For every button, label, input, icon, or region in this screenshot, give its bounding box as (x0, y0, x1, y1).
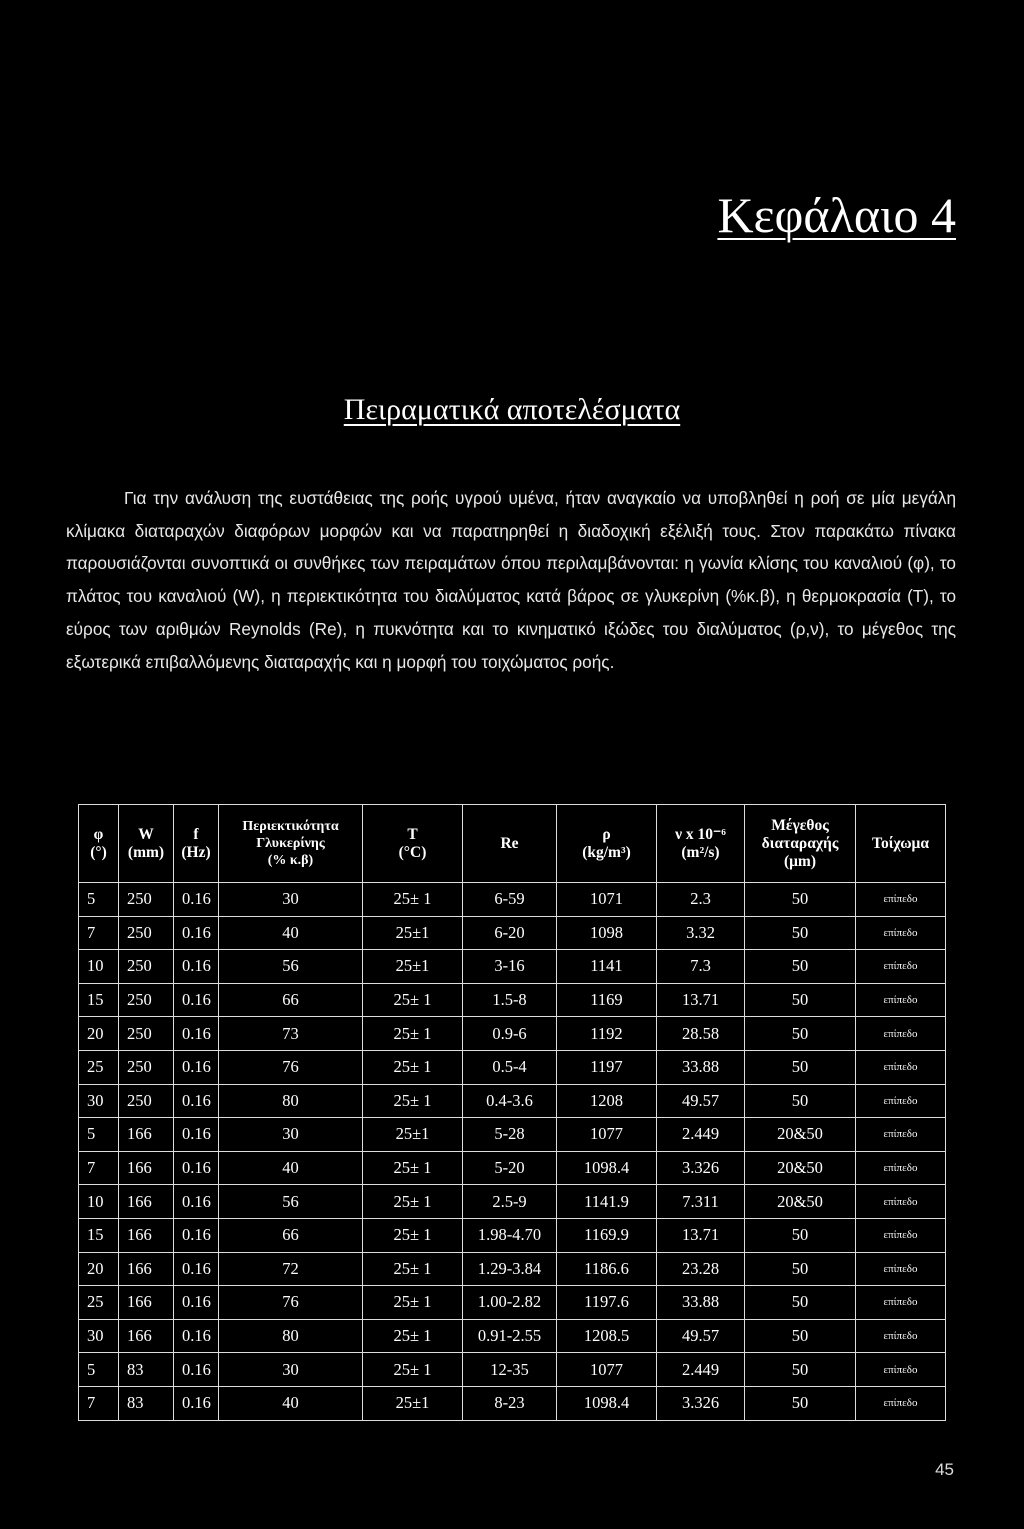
cell-phi: 10 (79, 1185, 119, 1219)
cell-temperature: 25± 1 (363, 1286, 463, 1320)
cell-density: 1186.6 (557, 1252, 657, 1286)
cell-temperature: 25±1 (363, 1118, 463, 1152)
cell-wall: επίπεδο (856, 1151, 946, 1185)
cell-f: 0.16 (174, 1185, 219, 1219)
cell-disturbance-size: 50 (745, 1017, 856, 1051)
cell-viscosity: 2.449 (657, 1353, 745, 1387)
cell-phi: 7 (79, 916, 119, 950)
cell-phi: 30 (79, 1084, 119, 1118)
cell-re: 2.5-9 (463, 1185, 557, 1219)
cell-f: 0.16 (174, 983, 219, 1017)
cell-wall: επίπεδο (856, 883, 946, 917)
table-row (79, 1386, 946, 1420)
cell-glycerin: 76 (219, 1286, 363, 1320)
cell-viscosity: 49.57 (657, 1319, 745, 1353)
cell-wall: επίπεδο (856, 1286, 946, 1320)
cell-w: 166 (119, 1151, 174, 1185)
cell-f: 0.16 (174, 1353, 219, 1387)
experiment-conditions-table (78, 804, 946, 1421)
cell-density: 1077 (557, 1353, 657, 1387)
header-disturbance-size: Μέγεθος διαταραχής (μm) (745, 805, 856, 883)
cell-disturbance-size: 20&50 (745, 1185, 856, 1219)
cell-disturbance-size: 50 (745, 950, 856, 984)
table-row (79, 1319, 946, 1353)
cell-glycerin: 40 (219, 916, 363, 950)
cell-w: 83 (119, 1386, 174, 1420)
cell-w: 250 (119, 916, 174, 950)
cell-temperature: 25± 1 (363, 1252, 463, 1286)
cell-f: 0.16 (174, 1252, 219, 1286)
cell-temperature: 25± 1 (363, 1017, 463, 1051)
cell-temperature: 25± 1 (363, 1319, 463, 1353)
cell-re: 1.00-2.82 (463, 1286, 557, 1320)
table-header-row (79, 805, 946, 883)
cell-w: 250 (119, 1050, 174, 1084)
cell-temperature: 25±1 (363, 916, 463, 950)
cell-wall: επίπεδο (856, 1050, 946, 1084)
cell-phi: 30 (79, 1319, 119, 1353)
cell-density: 1077 (557, 1118, 657, 1152)
cell-density: 1197.6 (557, 1286, 657, 1320)
cell-re: 1.29-3.84 (463, 1252, 557, 1286)
cell-f: 0.16 (174, 1319, 219, 1353)
cell-phi: 5 (79, 1118, 119, 1152)
table-row (79, 1084, 946, 1118)
cell-viscosity: 13.71 (657, 983, 745, 1017)
cell-disturbance-size: 50 (745, 1286, 856, 1320)
cell-f: 0.16 (174, 1386, 219, 1420)
cell-disturbance-size: 50 (745, 1386, 856, 1420)
cell-w: 83 (119, 1353, 174, 1387)
cell-density: 1098 (557, 916, 657, 950)
cell-re: 3-16 (463, 950, 557, 984)
table-row (79, 883, 946, 917)
chapter-title: Κεφάλαιο 4 (717, 187, 956, 243)
cell-disturbance-size: 20&50 (745, 1118, 856, 1152)
table-row (79, 1252, 946, 1286)
cell-w: 250 (119, 1084, 174, 1118)
cell-wall: επίπεδο (856, 1017, 946, 1051)
cell-w: 166 (119, 1319, 174, 1353)
header-w: W (mm) (119, 805, 174, 883)
section-title: Πειραματικά αποτελέσματα (343, 393, 681, 426)
header-temperature: T (°C) (363, 805, 463, 883)
table-row (79, 983, 946, 1017)
header-re: Re (463, 805, 557, 883)
cell-re: 6-59 (463, 883, 557, 917)
cell-f: 0.16 (174, 1017, 219, 1051)
table-row (79, 1118, 946, 1152)
cell-temperature: 25± 1 (363, 1353, 463, 1387)
cell-phi: 7 (79, 1386, 119, 1420)
cell-f: 0.16 (174, 1118, 219, 1152)
cell-w: 250 (119, 983, 174, 1017)
cell-w: 166 (119, 1252, 174, 1286)
cell-temperature: 25± 1 (363, 1218, 463, 1252)
cell-density: 1197 (557, 1050, 657, 1084)
cell-phi: 25 (79, 1050, 119, 1084)
cell-phi: 20 (79, 1017, 119, 1051)
cell-re: 8-23 (463, 1386, 557, 1420)
cell-wall: επίπεδο (856, 1118, 946, 1152)
cell-f: 0.16 (174, 1084, 219, 1118)
cell-phi: 5 (79, 883, 119, 917)
cell-glycerin: 76 (219, 1050, 363, 1084)
cell-re: 0.9-6 (463, 1017, 557, 1051)
cell-density: 1098.4 (557, 1386, 657, 1420)
cell-glycerin: 80 (219, 1084, 363, 1118)
cell-wall: επίπεδο (856, 1185, 946, 1219)
cell-temperature: 25± 1 (363, 983, 463, 1017)
cell-glycerin: 30 (219, 1118, 363, 1152)
cell-density: 1208.5 (557, 1319, 657, 1353)
cell-disturbance-size: 20&50 (745, 1151, 856, 1185)
cell-glycerin: 66 (219, 1218, 363, 1252)
cell-phi: 15 (79, 1218, 119, 1252)
cell-disturbance-size: 50 (745, 1353, 856, 1387)
table-row (79, 1353, 946, 1387)
cell-re: 0.91-2.55 (463, 1319, 557, 1353)
cell-viscosity: 2.449 (657, 1118, 745, 1152)
cell-re: 5-20 (463, 1151, 557, 1185)
cell-disturbance-size: 50 (745, 983, 856, 1017)
cell-viscosity: 28.58 (657, 1017, 745, 1051)
cell-w: 166 (119, 1218, 174, 1252)
cell-phi: 15 (79, 983, 119, 1017)
cell-re: 5-28 (463, 1118, 557, 1152)
cell-glycerin: 56 (219, 950, 363, 984)
cell-wall: επίπεδο (856, 1252, 946, 1286)
page-number: 45 (935, 1460, 954, 1479)
cell-f: 0.16 (174, 1050, 219, 1084)
cell-glycerin: 72 (219, 1252, 363, 1286)
cell-viscosity: 7.3 (657, 950, 745, 984)
cell-w: 250 (119, 1017, 174, 1051)
cell-viscosity: 49.57 (657, 1084, 745, 1118)
cell-f: 0.16 (174, 1286, 219, 1320)
cell-density: 1208 (557, 1084, 657, 1118)
table-row (79, 1050, 946, 1084)
cell-wall: επίπεδο (856, 1319, 946, 1353)
cell-f: 0.16 (174, 883, 219, 917)
header-viscosity: ν x 10⁻⁶ (m²/s) (657, 805, 745, 883)
cell-w: 250 (119, 950, 174, 984)
cell-temperature: 25±1 (363, 950, 463, 984)
cell-viscosity: 2.3 (657, 883, 745, 917)
table-row (79, 1151, 946, 1185)
cell-density: 1098.4 (557, 1151, 657, 1185)
table-row (79, 1017, 946, 1051)
cell-w: 250 (119, 883, 174, 917)
cell-disturbance-size: 50 (745, 1319, 856, 1353)
cell-temperature: 25± 1 (363, 1185, 463, 1219)
cell-temperature: 25± 1 (363, 1050, 463, 1084)
cell-viscosity: 7.311 (657, 1185, 745, 1219)
cell-re: 0.5-4 (463, 1050, 557, 1084)
header-f: f (Hz) (174, 805, 219, 883)
cell-w: 166 (119, 1185, 174, 1219)
table-row (79, 1286, 946, 1320)
header-wall: Τοίχωμα (856, 805, 946, 883)
cell-wall: επίπεδο (856, 983, 946, 1017)
cell-w: 166 (119, 1286, 174, 1320)
cell-disturbance-size: 50 (745, 1218, 856, 1252)
cell-disturbance-size: 50 (745, 883, 856, 917)
cell-disturbance-size: 50 (745, 1084, 856, 1118)
cell-disturbance-size: 50 (745, 1050, 856, 1084)
cell-f: 0.16 (174, 916, 219, 950)
cell-re: 12-35 (463, 1353, 557, 1387)
table-row (79, 1218, 946, 1252)
cell-viscosity: 23.28 (657, 1252, 745, 1286)
table-row (79, 1185, 946, 1219)
cell-viscosity: 13.71 (657, 1218, 745, 1252)
cell-re: 6-20 (463, 916, 557, 950)
cell-wall: επίπεδο (856, 1218, 946, 1252)
cell-temperature: 25± 1 (363, 1084, 463, 1118)
cell-re: 1.98-4.70 (463, 1218, 557, 1252)
cell-glycerin: 30 (219, 883, 363, 917)
cell-w: 166 (119, 1118, 174, 1152)
table-row (79, 916, 946, 950)
cell-glycerin: 40 (219, 1386, 363, 1420)
cell-disturbance-size: 50 (745, 916, 856, 950)
cell-wall: επίπεδο (856, 950, 946, 984)
cell-temperature: 25± 1 (363, 883, 463, 917)
cell-phi: 7 (79, 1151, 119, 1185)
cell-phi: 5 (79, 1353, 119, 1387)
cell-glycerin: 73 (219, 1017, 363, 1051)
cell-glycerin: 30 (219, 1353, 363, 1387)
cell-wall: επίπεδο (856, 916, 946, 950)
header-phi: φ (°) (79, 805, 119, 883)
cell-phi: 10 (79, 950, 119, 984)
cell-density: 1192 (557, 1017, 657, 1051)
cell-glycerin: 80 (219, 1319, 363, 1353)
table-row (79, 950, 946, 984)
cell-viscosity: 33.88 (657, 1050, 745, 1084)
cell-density: 1141.9 (557, 1185, 657, 1219)
intro-paragraph: Για την ανάλυση της ευστάθειας της ροής υγρού υμένα, ήταν αναγκαίο να υποβληθεί η ροή σε μία μεγάλη κλίμακα διαταραχών διαφόρων μορφών και να παρατηρηθεί η διαδοχική εξέλιξή τους. Στον παρακάτω πίνακα παρουσιάζονται συνοπτικά οι συνθήκες των πειραμάτων όπου περιλαμβάνονται: η γωνία κλίσης του καναλιού (φ), το πλάτος του καναλιού (W), η περιεκτικότητα του διαλύματος κατά βάρος σε γλυκερίνη (%κ.β), η θερμοκρασία (T), το εύρος των αριθμών Reynolds (Re), η πυκνότητα και το κινηματικό ιξώδες του διαλύματος (ρ,ν), το μέγεθος της εξωτερικά επιβαλλόμενης διαταραχής και η μορφή του τοιχώματος ροής. (66, 488, 956, 672)
cell-f: 0.16 (174, 1218, 219, 1252)
cell-phi: 25 (79, 1286, 119, 1320)
cell-wall: επίπεδο (856, 1386, 946, 1420)
header-glycerin: Περιεκτικότητα Γλυκερίνης (% κ.β) (219, 805, 363, 883)
cell-viscosity: 3.326 (657, 1151, 745, 1185)
cell-density: 1169 (557, 983, 657, 1017)
cell-viscosity: 33.88 (657, 1286, 745, 1320)
cell-f: 0.16 (174, 1151, 219, 1185)
cell-glycerin: 40 (219, 1151, 363, 1185)
cell-disturbance-size: 50 (745, 1252, 856, 1286)
cell-glycerin: 66 (219, 983, 363, 1017)
cell-viscosity: 3.32 (657, 916, 745, 950)
cell-temperature: 25±1 (363, 1386, 463, 1420)
cell-temperature: 25± 1 (363, 1151, 463, 1185)
cell-glycerin: 56 (219, 1185, 363, 1219)
cell-re: 1.5-8 (463, 983, 557, 1017)
cell-density: 1071 (557, 883, 657, 917)
cell-phi: 20 (79, 1252, 119, 1286)
cell-wall: επίπεδο (856, 1084, 946, 1118)
cell-density: 1141 (557, 950, 657, 984)
cell-re: 0.4-3.6 (463, 1084, 557, 1118)
cell-wall: επίπεδο (856, 1353, 946, 1387)
header-density: ρ (kg/m³) (557, 805, 657, 883)
cell-density: 1169.9 (557, 1218, 657, 1252)
cell-viscosity: 3.326 (657, 1386, 745, 1420)
cell-f: 0.16 (174, 950, 219, 984)
